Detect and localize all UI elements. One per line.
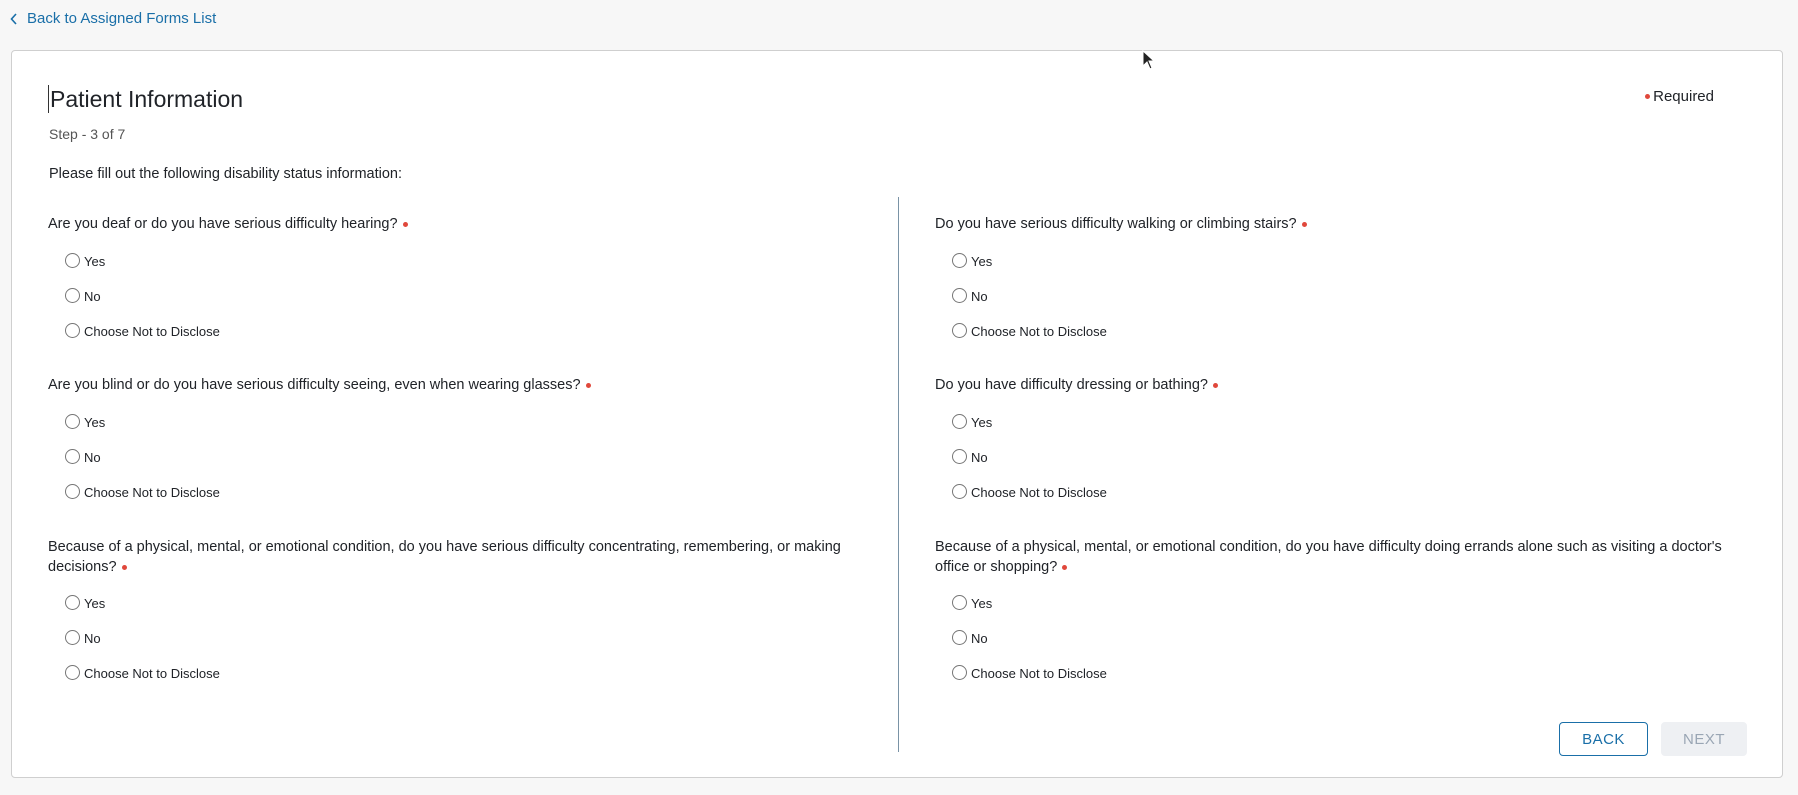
q6-option-not-disclose[interactable] (952, 666, 1107, 681)
required-dot (1302, 222, 1307, 227)
q6-option-no[interactable] (952, 631, 988, 646)
required-dot (122, 565, 127, 570)
q5-option-no[interactable] (65, 631, 101, 646)
question-concentrating (48, 537, 868, 577)
page-title: Patient Information (50, 86, 244, 112)
back-to-forms-link[interactable] (10, 10, 216, 27)
option-label: Yes (971, 415, 993, 430)
option-label: No (971, 289, 988, 304)
question-seeing (48, 375, 868, 395)
column-divider (898, 197, 899, 752)
option-label: Choose Not to Disclose (971, 666, 1107, 681)
radio-button[interactable] (65, 253, 80, 268)
radio-button[interactable] (952, 323, 967, 338)
chevron-left-icon (10, 13, 18, 25)
option-label: Yes (84, 415, 106, 430)
required-dot (1213, 383, 1218, 388)
radio-button[interactable] (952, 288, 967, 303)
radio-button[interactable] (952, 253, 967, 268)
radio-button[interactable] (952, 630, 967, 645)
step-indicator: Step - 3 of 7 (49, 126, 126, 142)
radio-button[interactable] (952, 484, 967, 499)
radio-button[interactable] (65, 414, 80, 429)
radio-button[interactable] (65, 665, 80, 680)
question-dressing (935, 375, 1755, 395)
required-label: Required (1653, 88, 1714, 105)
radio-button[interactable] (65, 288, 80, 303)
radio-button[interactable] (65, 323, 80, 338)
option-label: Choose Not to Disclose (84, 666, 220, 681)
next-button[interactable]: NEXT (1661, 722, 1747, 756)
q2-option-not-disclose[interactable] (952, 324, 1107, 339)
option-label: Choose Not to Disclose (971, 324, 1107, 339)
radio-button[interactable] (952, 414, 967, 429)
radio-button[interactable] (65, 484, 80, 499)
required-dot (403, 222, 408, 227)
question-hearing (48, 214, 868, 234)
question-text: Do you have serious difficulty walking or climbing stairs? (935, 216, 1297, 232)
required-dot (586, 383, 591, 388)
q3-option-not-disclose[interactable] (65, 485, 220, 500)
q4-option-not-disclose[interactable] (952, 485, 1107, 500)
mouse-cursor-icon (1142, 50, 1156, 70)
q1-option-yes[interactable] (65, 254, 105, 269)
q1-option-not-disclose[interactable] (65, 324, 220, 339)
required-dot (1645, 94, 1650, 99)
question-text: Because of a physical, mental, or emotional condition, do you have difficulty doing errands alone such as visiting a doctor's office or shopping? (935, 539, 1722, 575)
option-label: No (84, 289, 101, 304)
option-label: Yes (971, 596, 993, 611)
radio-button[interactable] (952, 449, 967, 464)
form-card (11, 50, 1783, 778)
option-label: Choose Not to Disclose (84, 485, 220, 500)
option-label: Yes (84, 596, 106, 611)
back-button[interactable]: BACK (1559, 722, 1648, 756)
back-link-label: Back to Assigned Forms List (27, 10, 217, 27)
q1-option-no[interactable] (65, 289, 101, 304)
question-errands (935, 537, 1755, 577)
radio-button[interactable] (65, 630, 80, 645)
option-label: Yes (84, 254, 106, 269)
q6-option-yes[interactable] (952, 596, 992, 611)
radio-button[interactable] (952, 595, 967, 610)
radio-button[interactable] (65, 595, 80, 610)
q4-option-yes[interactable] (952, 415, 992, 430)
question-walking (935, 214, 1755, 234)
option-label: No (971, 631, 988, 646)
radio-button[interactable] (65, 449, 80, 464)
required-legend (1645, 88, 1714, 105)
option-label: No (84, 631, 101, 646)
q3-option-no[interactable] (65, 450, 101, 465)
question-text: Do you have difficulty dressing or bathing? (935, 377, 1208, 393)
question-text: Are you deaf or do you have serious difficulty hearing? (48, 216, 398, 232)
q5-option-not-disclose[interactable] (65, 666, 220, 681)
question-text: Because of a physical, mental, or emotional condition, do you have serious difficulty concentrating, remembering, or making decisions? (48, 539, 841, 575)
q4-option-no[interactable] (952, 450, 988, 465)
radio-button[interactable] (952, 665, 967, 680)
q2-option-no[interactable] (952, 289, 988, 304)
option-label: Choose Not to Disclose (84, 324, 220, 339)
option-label: Choose Not to Disclose (971, 485, 1107, 500)
required-dot (1062, 565, 1067, 570)
q3-option-yes[interactable] (65, 415, 105, 430)
option-label: Yes (971, 254, 993, 269)
form-intro: Please fill out the following disability status information: (49, 166, 403, 182)
q2-option-yes[interactable] (952, 254, 992, 269)
q5-option-yes[interactable] (65, 596, 105, 611)
question-text: Are you blind or do you have serious difficulty seeing, even when wearing glasses? (48, 377, 581, 393)
option-label: No (971, 450, 988, 465)
option-label: No (84, 450, 101, 465)
